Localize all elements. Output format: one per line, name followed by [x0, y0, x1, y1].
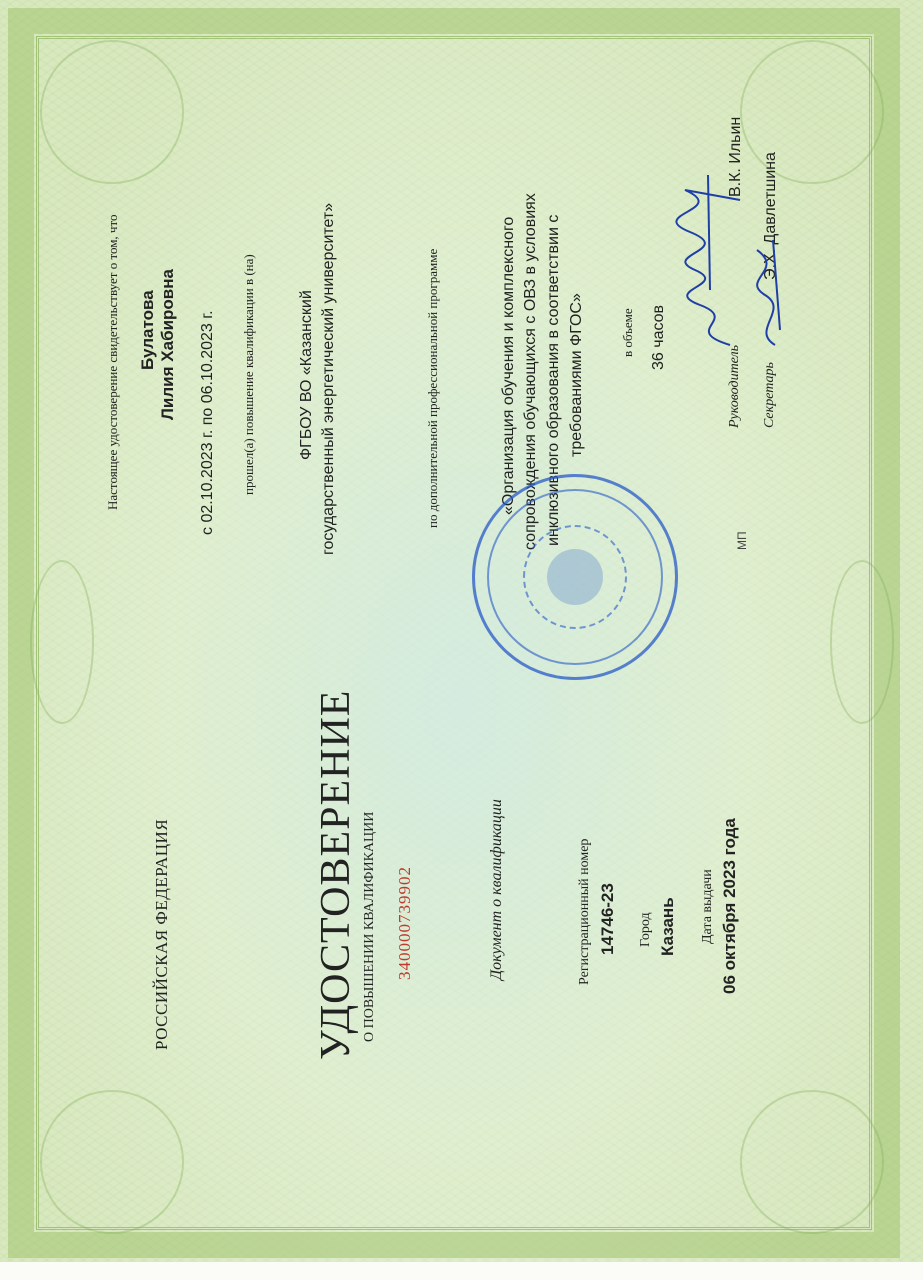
secretary-label: Секретарь [762, 362, 777, 428]
document-subtitle: О ПОВЫШЕНИИ КВАЛИФИКАЦИИ [362, 811, 377, 1042]
reg-number-label: Регистрационный номер [577, 838, 592, 985]
head-name: В.К. Ильин [727, 116, 744, 197]
organization-line-1: ФГБОУ ВО «Казанский [298, 290, 315, 460]
program-label: по дополнительной профессиональной программе [425, 248, 440, 528]
program-line-3: инклюзивного образования в соответствии с [545, 214, 562, 546]
organization-line-2: государственный энергетический университет» [320, 202, 337, 555]
city-label: Город [638, 912, 653, 947]
recipient-surname: Булатова [138, 290, 157, 370]
seal-emblem [547, 549, 603, 605]
city-value: Казань [658, 897, 677, 956]
secretary-signature [745, 230, 795, 350]
passed-text: прошел(а) повышение квалификации в (на) [241, 254, 256, 495]
document-title: УДОСТОВЕРЕНИЕ [313, 689, 359, 1060]
serial-number: 340000739902 [395, 866, 414, 980]
study-period: с 02.10.2023 г. по 06.10.2023 г. [199, 310, 216, 535]
issue-date-label: Дата выдачи [700, 869, 715, 944]
volume-value: 36 часов [650, 304, 667, 370]
stamp-mark-label: МП [735, 531, 749, 550]
country-label: РОССИЙСКАЯ ФЕДЕРАЦИЯ [152, 818, 171, 1050]
program-line-4: требованиями ФГОС» [568, 293, 585, 457]
secretary-name: Э.Х. Давлетшина [762, 152, 779, 280]
intro-text: Настоящее удостоверение свидетельствует о том, что [105, 214, 120, 510]
program-line-1: «Организация обучения и комплексного [500, 216, 517, 515]
program-line-2: сопровождения обучающихся с ОВЗ в условиях [522, 193, 539, 550]
official-seal [472, 474, 678, 680]
reg-number-value: 14746-23 [598, 883, 617, 955]
head-label: Руководитель [727, 344, 742, 428]
issue-date-value: 06 октября 2023 года [720, 818, 739, 994]
volume-label: в объеме [620, 308, 635, 357]
recipient-name: Лилия Хабировна [158, 269, 177, 420]
document-type: Документ о квалификации [488, 799, 505, 980]
head-signature [670, 160, 750, 350]
